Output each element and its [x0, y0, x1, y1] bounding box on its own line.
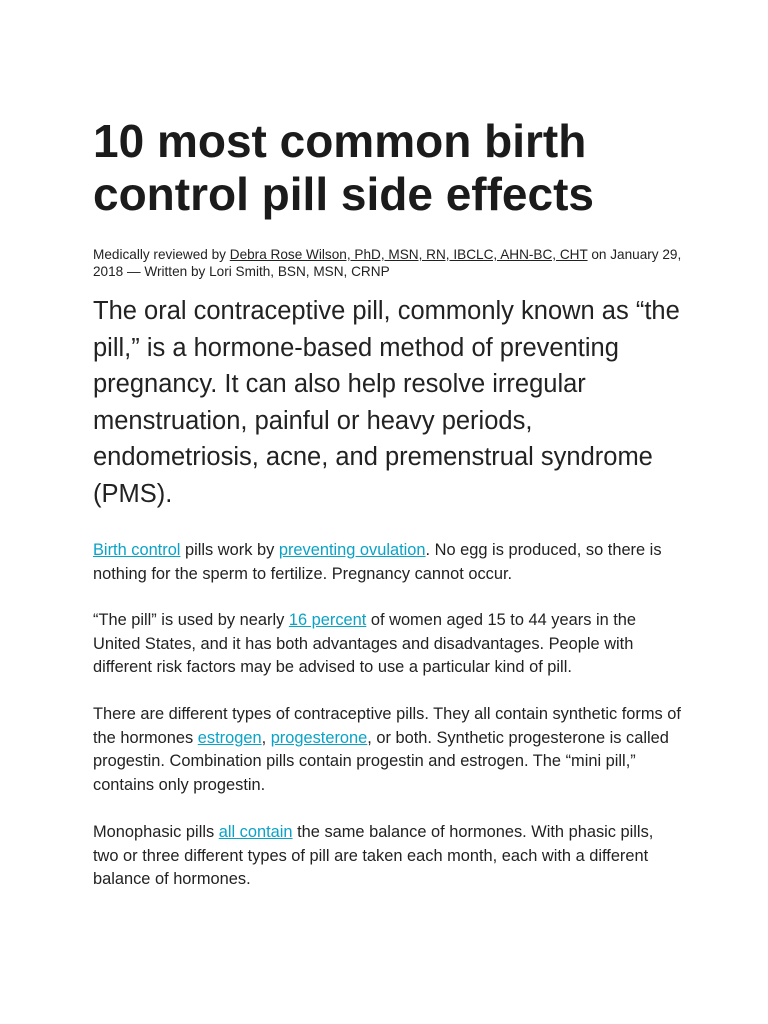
article-title: 10 most common birth control pill side effects [93, 115, 594, 220]
lead-paragraph: The oral contraceptive pill, commonly known as “the pill,” is a hormone-based method of preventing pregnancy. It can also help resolve irregular menstruation, painful or heavy periods, endometriosis, acne, and premenstrual syndrome (PMS). [93, 297, 680, 508]
paragraph-text: “The pill” is used by nearly [93, 611, 289, 629]
paragraph-text: , [261, 728, 271, 747]
paragraph-text: . No egg is produced, so there is nothing for the sperm to fertilize. Pregnancy cannot occur. [93, 541, 662, 583]
paragraph-text: Monophasic pills [93, 823, 219, 841]
reviewer-link[interactable]: Debra Rose Wilson, PhD, MSN, RN, IBCLC, AHN-BC, CHT [229, 247, 588, 262]
byline-prefix: Medically reviewed by [93, 247, 230, 262]
paragraph-text: There are different types of contraceptive pills. They all contain synthetic forms of the hormones [93, 705, 681, 747]
birth-control-link[interactable]: Birth control [93, 541, 181, 559]
paragraph-text: of women aged 15 to 44 years in the United States, and it has both advantages and disadvantages. People with different risk factors may be advised to use a particular kind of pill. [93, 611, 637, 677]
paragraph-2 [93, 609, 683, 680]
paragraph-text: , or both. Synthetic progesterone is called progestin. Combination pills contain progestin and estrogen. The “mini pill,” contains only progestin. [93, 728, 669, 795]
sixteen-percent-link[interactable]: 16 percent [288, 611, 367, 629]
byline [93, 246, 683, 280]
paragraph-text: the same balance of hormones. With phasic pills, two or three different types of pill are taken each month, each with a different balance of hormones. [93, 823, 654, 889]
all-contain-link[interactable]: all contain [218, 823, 293, 841]
paragraph-text: pills work by [180, 541, 279, 559]
byline-suffix: on January 29, 2018 — Written by Lori Smith, BSN, MSN, CRNP [93, 247, 682, 279]
paragraph-4 [93, 821, 683, 892]
estrogen-link[interactable]: estrogen [197, 728, 262, 747]
progesterone-link[interactable]: progesterone [270, 728, 368, 747]
preventing-ovulation-link[interactable]: preventing ovulation [278, 541, 426, 559]
paragraph-1 [93, 539, 683, 586]
paragraph-3 [93, 703, 683, 798]
